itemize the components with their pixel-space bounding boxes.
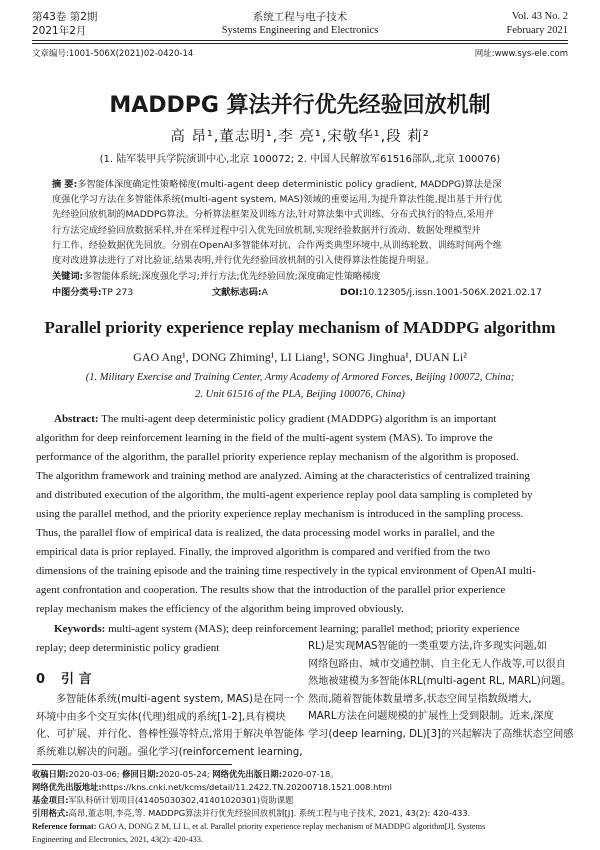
- journal-title-en: Systems Engineering and Electronics: [221, 25, 379, 36]
- abstract-en-line: The algorithm framework and training method are analyzed. Aiming at the characteristics of centralized training: [36, 470, 530, 482]
- footnote-dates: [32, 768, 572, 781]
- doi-label: DOI:: [340, 287, 363, 298]
- ref-label: Reference format:: [32, 822, 97, 831]
- body-line: RL)是实现MAS智能的一类重要方法,许多现实问题,如: [308, 641, 547, 652]
- footnote-citation: [32, 807, 572, 820]
- abstract-en-line: performance of the algorithm, the parallel priority experience replay mechanism of the algorithm is proposed.: [36, 451, 519, 463]
- paper-title-cn: MADDPG 算法并行优先经验回放机制: [109, 93, 491, 118]
- authors-en: GAO Ang¹, DONG Zhiming¹, LI Liang¹, SONG Jinghua¹, DUAN Li²: [133, 350, 467, 364]
- fund-text: 军队科研计划项目(41405030302,41401020301)资助课题: [68, 795, 294, 805]
- article-number: 文章编号:1001-506X(2021)02-0420-14: [32, 49, 194, 59]
- body-line: MARL方法在问题规模的扩展性上受到限制。近来,深度: [308, 711, 554, 723]
- abstract-en-label: Abstract:: [54, 413, 99, 425]
- footnotes: [32, 768, 572, 846]
- cite-label: 引用格式:: [32, 808, 69, 818]
- body-line: 多智能体系统(multi-agent system, MAS)是在同一个: [56, 694, 304, 705]
- revised-label: 修回日期:: [122, 769, 159, 779]
- body-column-right: [308, 638, 574, 744]
- abstract-en-line: and distributed execution of the algorithm, the multi-agent experience replay pool data sampling is completed by: [36, 489, 533, 501]
- abstract-en-line: empirical data is prior replayed. Finally, the improved algorithm is compared and verified from the two: [36, 546, 491, 558]
- body-line: 学习(deep learning, DL)[3]的兴起解决了高维状态空间感: [308, 728, 574, 740]
- document-code: [212, 286, 268, 300]
- header-rule-bottom: [32, 43, 568, 44]
- section-title: 引 言: [61, 672, 92, 687]
- section-heading: [36, 668, 92, 687]
- clc-value: TP 273: [101, 287, 134, 298]
- paper-title-en: Parallel priority experience replay mechanism of MADDPG algorithm: [44, 318, 556, 337]
- doc-code-label: 文献标志码:: [212, 287, 262, 298]
- url-label: 网络优先出版地址:: [32, 782, 102, 792]
- abstract-en-line: agent confrontation and cooperation. The results show that the introduction of the parallel prior experience: [36, 584, 506, 596]
- abstract-cn-line: 多智能体深度确定性策略梯度(multi-agent deep deterministic policy gradient, MADDPG)算法是深: [77, 179, 502, 190]
- doi-value: 10.12305/j.issn.1001-506X.2021.02.17: [362, 287, 542, 298]
- affiliation-en-line2: 2. Unit 61516 of the PLA, Beijing 100076, China): [195, 389, 405, 400]
- abstract-cn: [52, 177, 552, 268]
- body-line: 系统难以解决的问题。强化学习(reinforcement learning,: [36, 746, 303, 758]
- ref-text: GAO A, DONG Z M, LI L, et al. Parallel priority experience replay mechanism of MADDPG algorithm[J]. Systems: [98, 822, 486, 831]
- body-column-left: [36, 691, 305, 761]
- abstract-cn-line: 度对改进算法进行了对比验证,结果表明,并行优先经验回放机制的引入使得算法性能提升明显。: [52, 255, 435, 267]
- body-line: 网络包路由、城市交通控制、自主化无人作战等,可以很自: [308, 658, 566, 670]
- affiliation-cn: (1. 陆军装甲兵学院演训中心,北京 100072; 2. 中国人民解放军61516部队,北京 100076): [99, 154, 501, 165]
- header-rule-top: [32, 40, 568, 41]
- footnote-url: [32, 781, 572, 794]
- footnote-fund: [32, 794, 572, 807]
- abstract-en-line: The multi-agent deep deterministic policy gradient (MADDPG) algorithm is an important: [101, 413, 497, 425]
- online-label: 网络优先出版日期:: [212, 769, 283, 779]
- revised-date: 2020-05-24;: [158, 769, 210, 779]
- fund-label: 基金项目:: [32, 795, 69, 805]
- keywords-cn-text: 多智能体系统;深度强化学习;并行方法;优先经验回放;深度确定性策略梯度: [83, 271, 381, 282]
- body-line: 化、可扩展、并行化、鲁棒性强等特点,常用于解决单智能体: [36, 729, 305, 741]
- cite-text: 高昂,董志明,李亮,等. MADDPG算法并行优先经验回放机制[J]. 系统工程与电子技术, 2021, 43(2): 420-433.: [68, 808, 471, 818]
- abstract-cn-line: 先经验回放机制的MADDPG算法。分析算法框架及训练方法,针对算法集中式训练、分布式执行的特点,采用并: [52, 209, 494, 221]
- clc-number: [52, 286, 133, 300]
- abstract-en-line: replay mechanism makes the efficiency of the algorithm being improved obviously.: [36, 603, 404, 615]
- keywords-cn-label: 关键词:: [52, 271, 84, 282]
- publication-month-en: February 2021: [506, 25, 568, 36]
- keywords-en-label: Keywords:: [54, 623, 106, 635]
- body-line: 环境中由多个交互实体(代理)组成的系统[1-2],具有模块: [36, 711, 286, 723]
- doi: [340, 286, 542, 300]
- received-label: 收稿日期:: [32, 769, 69, 779]
- abstract-cn-line: 行方法完成经验回放数据采样,并在采样过程中引入优先回放机制,实现经验数据并行流动、数据处理模型并: [52, 224, 481, 236]
- abstract-cn-line: 行工作、经验数据优先回放。分别在OpenAI多智能体对抗、合作两类典型环境中,从训练轮数、训练时间两个维: [52, 239, 502, 251]
- abstract-en-line: algorithm for deep reinforcement learning in the field of the multi-agent system (MAS). To improve the: [36, 432, 493, 444]
- journal-title-cn: 系统工程与电子技术: [252, 11, 348, 23]
- affiliation-en-line1: (1. Military Exercise and Training Center, Army Academy of Armored Forces, Beijing 100072, China;: [85, 372, 515, 383]
- section-number: 0: [36, 672, 46, 687]
- abstract-en-line: dimensions of the training episode and the training time respectively in the typical environment of OpenAI multi-: [36, 565, 536, 577]
- online-date: 2020-07-18。: [282, 769, 339, 779]
- keywords-en-line: replay; deep deterministic policy gradient: [36, 642, 220, 654]
- online-url[interactable]: https://kns.cnki.net/kcms/detail/11.2422.TN.20200718.1521.008.html: [101, 782, 392, 792]
- footnote-reference: [32, 820, 572, 833]
- clc-label: 中图分类号:: [52, 287, 102, 298]
- footnote-reference-cont: Engineering and Electronics, 2021, 43(2): 420-433.: [32, 835, 203, 844]
- volume-issue: 第43卷 第2期: [32, 11, 98, 23]
- abstract-en-line: using the parallel method, and the priority experience replay mechanism is introduced in the sampling process.: [36, 508, 524, 520]
- body-line: 然地被建模为多智能体RL(multi-agent RL, MARL)问题。: [308, 676, 572, 688]
- body-line: 然而,随着智能体数量增多,状态空间呈指数级增大,: [308, 693, 532, 705]
- received-date: 2020-03-06;: [68, 769, 120, 779]
- volume-issue-en: Vol. 43 No. 2: [511, 11, 568, 22]
- publication-month: 2021年2月: [32, 25, 87, 37]
- abstract-cn-line: 度强化学习方法在多智能体系统(multi-agent system, MAS)领域的重要运用,为提升算法性能,提出基于并行优: [52, 194, 502, 206]
- journal-website: 网址:www.sys-ele.com: [474, 49, 568, 59]
- footnote-rule: [32, 764, 232, 765]
- keywords-cn: [52, 270, 380, 284]
- abstract-en-line: Thus, the parallel flow of empirical data is realized, the data processing model works in parallel, and the: [36, 527, 495, 539]
- abstract-cn-label: 摘 要:: [52, 179, 78, 190]
- authors-cn: 高 昂¹,董志明¹,李 亮¹,宋敬华¹,段 莉²: [170, 129, 430, 145]
- doc-code-value: A: [261, 287, 268, 298]
- keywords-en-line: multi-agent system (MAS); deep reinforcement learning; parallel method; priority experience: [108, 623, 520, 635]
- abstract-en: [36, 410, 564, 619]
